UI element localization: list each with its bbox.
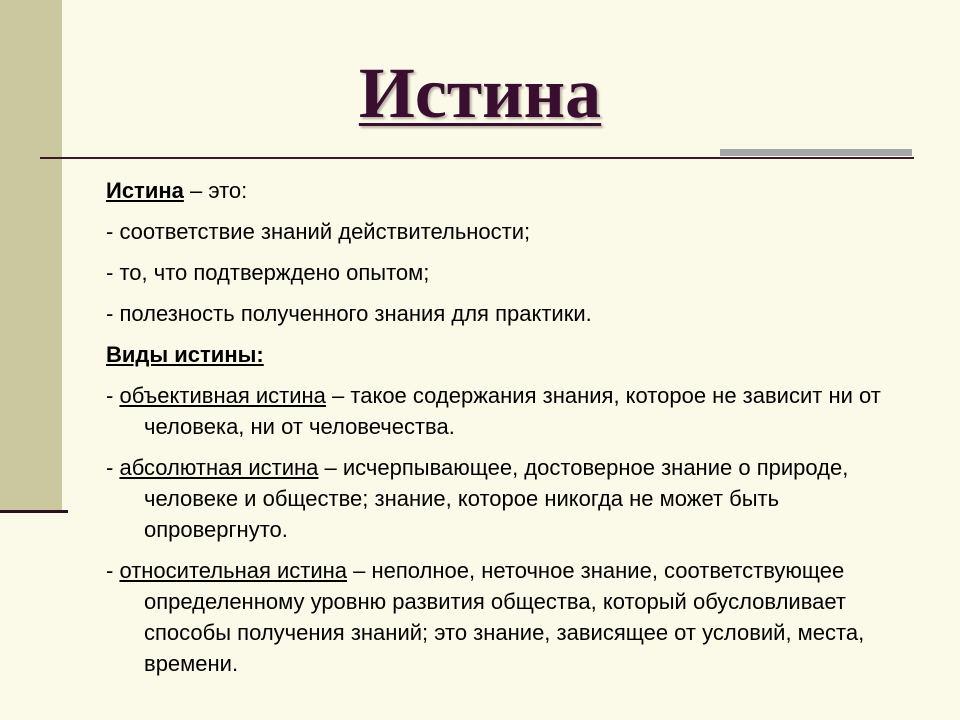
type-term: относительная истина bbox=[119, 558, 348, 583]
type-term: объективная истина bbox=[119, 383, 326, 408]
title-accent-bar bbox=[720, 149, 912, 156]
type-term: абсолютная истина bbox=[119, 455, 319, 480]
title-divider bbox=[40, 157, 914, 159]
decorative-side-line bbox=[0, 510, 68, 513]
type-prefix: - bbox=[106, 558, 120, 583]
definition-item: - полезность полученного знания для практики. bbox=[106, 301, 592, 326]
type-prefix: - bbox=[106, 383, 120, 408]
definition-line bbox=[106, 175, 906, 206]
definition-item: - соответствие знаний действительности; bbox=[106, 219, 531, 244]
truth-type-absolute bbox=[106, 452, 906, 545]
type-description: – такое содержания знания, которое не зависит ни от человека, ни от человечества. bbox=[144, 383, 881, 439]
types-heading: Виды истины: bbox=[106, 342, 264, 367]
type-prefix: - bbox=[106, 455, 120, 480]
definition-term: Истина bbox=[106, 178, 184, 203]
slide-title: Истина bbox=[358, 53, 602, 133]
definition-suffix: – это: bbox=[183, 178, 248, 203]
definition-item: - то, что подтверждено опытом; bbox=[106, 260, 430, 285]
truth-type-relative bbox=[106, 555, 906, 679]
type-description: – неполное, неточное знание, соответствующее определенному уровню развития общества, который обусловливает способы получения знаний; это знание, зависящее от условий, места, времени. bbox=[144, 558, 865, 676]
slide-body bbox=[106, 175, 906, 689]
truth-type-objective bbox=[106, 380, 906, 442]
type-description: – исчерпывающее, достоверное знание о природе, человеке и обществе; знание, которое никогда не может быть опровергнуто. bbox=[144, 455, 849, 542]
